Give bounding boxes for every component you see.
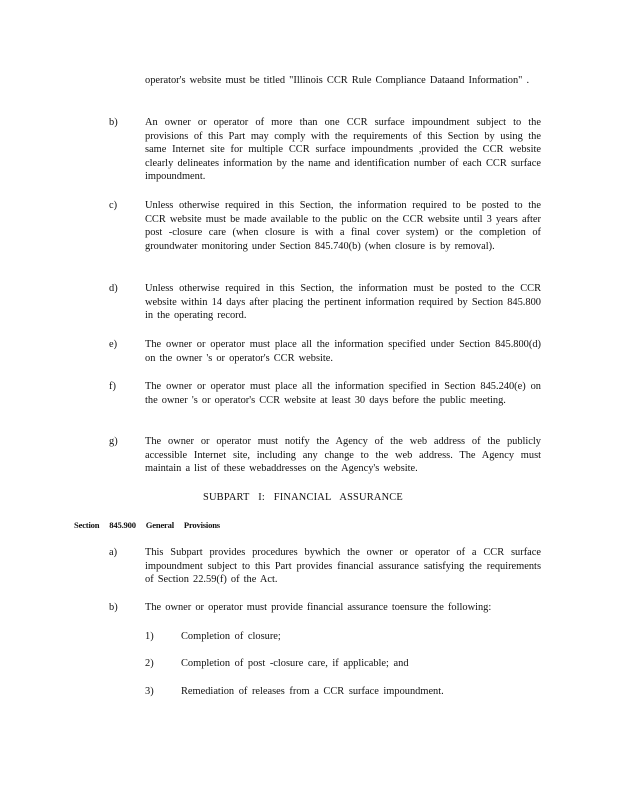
subpart-heading: SUBPART I: FINANCIAL ASSURANCE xyxy=(203,492,403,503)
continuation-paragraph: operator's website must be titled "Illinois CCR Rule Compliance Dataand Information" . xyxy=(145,75,530,86)
item-d-text: Unless otherwise required in this Section, the information must be posted to the CCR website within 14 days after placing the pertinent information required by Section 845.800 in the operating record. xyxy=(145,283,541,322)
sub-item-1-text: Completion of closure; xyxy=(181,631,281,642)
item-e-text: The owner or operator must place all the information specified under Section 845.800(d) on the owner 's or operator's CCR website. xyxy=(145,339,541,364)
item-e-label: e) xyxy=(109,339,118,350)
section-item-a-text: This Subpart provides procedures bywhich the owner or operator of a CCR surface impoundment subject to this Part provides financial assurance satisfying the requirements of Section 22.59(f) of the Act. xyxy=(145,547,541,586)
item-c-label: c) xyxy=(109,200,118,211)
item-b-label: b) xyxy=(109,117,118,128)
item-c-text: Unless otherwise required in this Section, the information required to be posted to the CCR website must be made available to the public on the CCR website until 3 years after post -closure care (when closure is with a final cover system) or the completion of groundwater monitoring under Section 845.740(b) (when closure is by removal). xyxy=(145,200,541,252)
item-f-text: The owner or operator must place all the information specified in Section 845.240(e) on the owner 's or operator's CCR website at least 30 days before the public meeting. xyxy=(145,381,541,406)
sub-item-3-text: Remediation of releases from a CCR surface impoundment. xyxy=(181,686,444,697)
item-b-text: An owner or operator of more than one CCR surface impoundment subject to the provisions of this Part may comply with the requirements of this Section by using the same Internet site for multiple CCR surface impoundments ,provided the CCR website clearly delineates information by the name and identification number of each CCR surface impoundment. xyxy=(145,117,541,183)
section-item-b-label: b) xyxy=(109,602,118,613)
section-item-b-text: The owner or operator must provide financial assurance toensure the following: xyxy=(145,602,492,613)
sub-item-3-label: 3) xyxy=(145,686,154,697)
section-heading: Section 845.900 General Provisions xyxy=(74,520,220,530)
item-g-label: g) xyxy=(109,436,118,447)
sub-item-2-label: 2) xyxy=(145,658,154,669)
section-item-a-label: a) xyxy=(109,547,118,558)
sub-item-2-text: Completion of post -closure care, if applicable; and xyxy=(181,658,409,669)
item-g-text: The owner or operator must notify the Agency of the web address of the publicly accessible Internet site, including any change to the web address. The Agency must maintain a list of these webaddresses on the Agency's website. xyxy=(145,436,541,475)
item-f-label: f) xyxy=(109,381,116,392)
sub-item-1-label: 1) xyxy=(145,631,154,642)
item-d-label: d) xyxy=(109,283,118,294)
